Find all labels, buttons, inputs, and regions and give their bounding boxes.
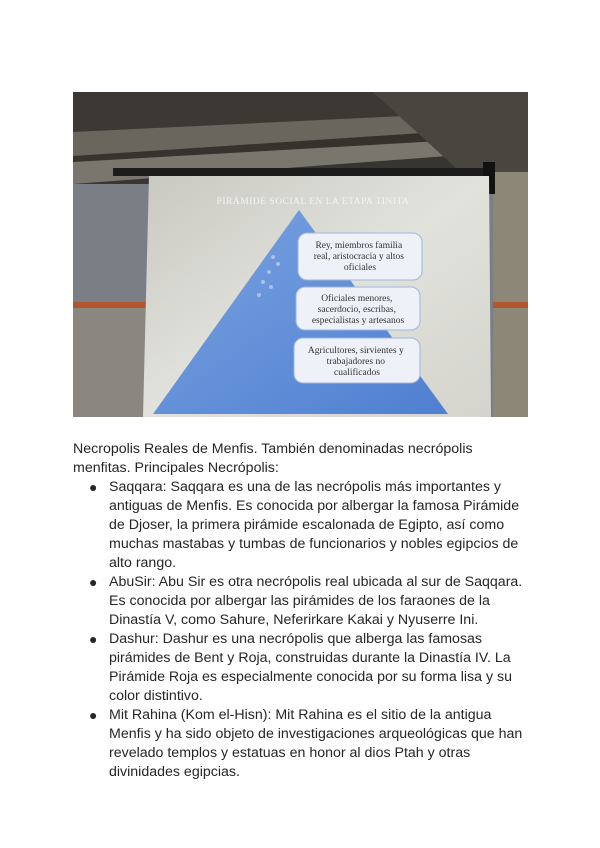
list-item-abusir [89, 573, 533, 630]
slide-photo-drawing [73, 92, 528, 417]
tier-middle-line-2: sacerdocio, escribas, [317, 305, 396, 315]
list-item-text: Mit Rahina (Kom el-Hisn): Mit Rahina es el sitio de la antigua Menfis y ha sido objeto de investigaciones arqueológicas que han revelado templos y estatuas en honor al dios Ptah y otras divinidades egipcias. [109, 707, 523, 780]
tier-top-line-1: Rey, miembros familia [315, 241, 403, 251]
tier-top-line-2: real, aristocracia y altos [313, 252, 404, 262]
tier-top-line-3: oficiales [343, 263, 377, 273]
bullet-icon: ● [89, 631, 98, 647]
bullet-icon: ● [89, 574, 98, 590]
list-item-text: Dashur: Dashur es una necrópolis que alberga las famosas pirámides de Bent y Roja, construidas durante la Dinastía IV. La Pirámide Roja es especialmente conocida por su forma lisa y su color distintivo. [109, 631, 512, 704]
intro-paragraph: Necropolis Reales de Menfis. También denominadas necrópolis menfitas. Principales Necrópolis: [73, 441, 473, 476]
list-item-mit-rahina [89, 706, 533, 782]
tier-middle-text [312, 293, 405, 326]
tier-bottom-line-1: Agricultores, sirvientes y [307, 346, 404, 356]
list-item-text: Saqqara: Saqqara es una de las necrópolis más importantes y antiguas de Menfis. Es conocida por albergar la famosa Pirámide de Djoser, la primera pirámide escalonada de Egipto, así como muchas mastabas y tumbas de funcionarios y nobles egipcios de alto rango. [109, 479, 520, 571]
document-body [73, 440, 533, 782]
tier-middle-line-1: Oficiales menores, [321, 294, 393, 304]
slide-title: PIRÁMIDE SOCIAL EN LA ETAPA TINITA [216, 197, 410, 207]
list-item-saqqara [89, 478, 533, 573]
bullet-icon: ● [89, 479, 98, 495]
slide-photo [73, 92, 528, 417]
tier-middle-line-3: especialistas y artesanos [311, 316, 405, 326]
screen-roller [113, 168, 493, 176]
necropolis-list [73, 478, 533, 782]
list-item-text: AbuSir: Abu Sir es otra necrópolis real ubicada al sur de Saqqara. Es conocida por albergar las pirámides de los faraones de la Dinastía V, como Sahure, Neferirkare Kakai y Nyuserre Ini. [109, 574, 523, 628]
tier-bottom-line-3: cualificados [334, 368, 380, 378]
bullet-icon: ● [89, 707, 98, 723]
list-item-dashur [89, 630, 533, 706]
tier-bottom-line-2: trabajadores no [326, 357, 385, 367]
